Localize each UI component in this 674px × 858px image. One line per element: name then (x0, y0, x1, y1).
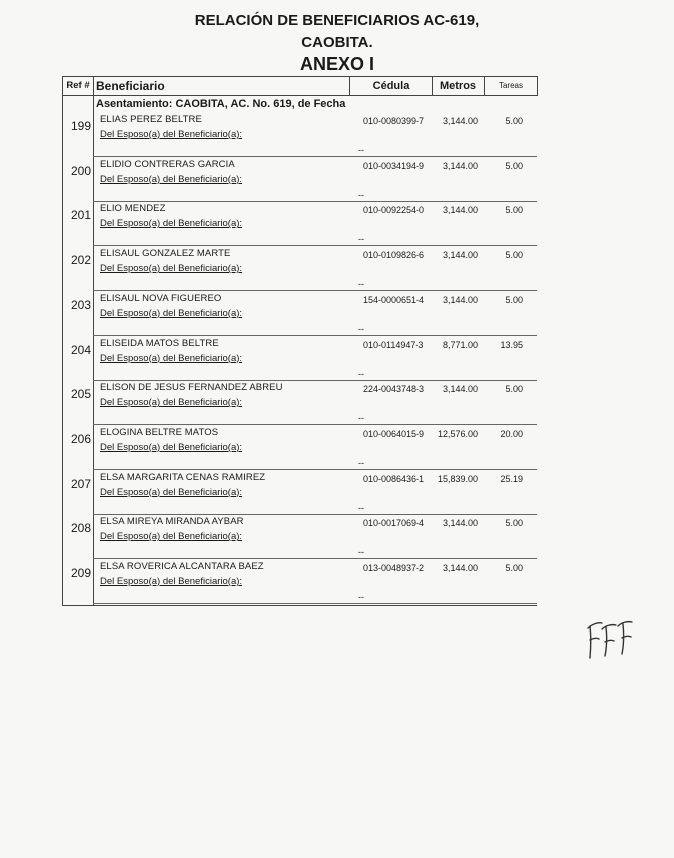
tareas-value: 25.19 (500, 473, 523, 484)
spouse-value: -- (358, 323, 364, 334)
tareas-value: 5.00 (505, 250, 523, 261)
row-ref-number: 204 (70, 342, 91, 357)
tareas-value: 5.00 (505, 205, 523, 216)
metros-value: 3,144.00 (442, 116, 478, 126)
spouse-value: -- (358, 457, 364, 468)
row-ref-number: 199 (70, 119, 91, 133)
beneficiary-name: ELISON DE JESUS FERNANDEZ ABREU (100, 382, 283, 394)
beneficiary-name: ELISAUL NOVA FIGUEREO (100, 292, 222, 304)
column-header-metros: Metros (432, 77, 485, 95)
beneficiaries-table (62, 76, 537, 606)
cedula-value: 010-0064015-9 (363, 428, 425, 439)
spouse-label: Del Esposo(a) del Beneficiario(a): (100, 576, 243, 587)
table-row (63, 381, 537, 425)
spouse-label: Del Esposo(a) del Beneficiario(a): (100, 531, 243, 543)
spouse-value: -- (358, 413, 364, 424)
spouse-value: -- (358, 502, 364, 513)
metros-value: 3,144.00 (442, 160, 478, 171)
spouse-value: -- (358, 592, 364, 602)
column-header-cedula: Cédula (349, 77, 433, 95)
beneficiary-name: ELSA ROVERICA ALCANTARA BAEZ (100, 561, 264, 572)
table-row (63, 247, 537, 291)
table-row (63, 426, 537, 470)
metros-value: 3,144.00 (442, 205, 478, 216)
metros-value: 8,771.00 (442, 339, 478, 350)
spouse-value: -- (358, 234, 364, 245)
beneficiary-name: ELIO MENDEZ (100, 203, 166, 215)
cedula-value: 010-0092254-0 (363, 205, 425, 216)
cedula-value: 010-0114947-3 (363, 339, 424, 350)
table-row (63, 560, 537, 604)
cedula-value: 010-0080399-7 (363, 116, 425, 126)
table-row (63, 202, 537, 246)
tareas-value: 5.00 (505, 518, 523, 529)
tareas-value: 5.00 (505, 563, 523, 573)
row-ref-number: 200 (70, 163, 91, 178)
spouse-label: Del Esposo(a) del Beneficiario(a): (100, 129, 243, 140)
settlement-group-label: Asentamiento: CAOBITA, AC. No. 619, de Fecha (96, 98, 346, 110)
beneficiary-name: ELOGINA BELTRE MATOS (100, 426, 219, 438)
annex-title: ANEXO I (299, 54, 374, 74)
table-header (63, 76, 538, 96)
cedula-value: 010-0017069-4 (363, 518, 425, 529)
cedula-value: 010-0109826-6 (363, 250, 425, 261)
table-row (63, 471, 537, 515)
cedula-value: 010-0034194-9 (363, 160, 425, 171)
column-header-ref: Ref # (63, 77, 94, 95)
table-row (63, 515, 537, 559)
spouse-value: -- (358, 145, 364, 155)
column-header-beneficiary: Beneficiario (96, 79, 165, 93)
metros-value: 15,839.00 (437, 473, 478, 484)
beneficiary-name: ELISAUL GONZALEZ MARTE (100, 248, 231, 260)
spouse-label: Del Esposo(a) del Beneficiario(a): (100, 173, 243, 185)
table-row (63, 292, 537, 336)
beneficiary-name: ELISEIDA MATOS BELTRE (100, 337, 219, 349)
row-ref-number: 205 (70, 387, 91, 402)
spouse-value: -- (358, 279, 364, 290)
tareas-value: 13.95 (500, 339, 523, 350)
cedula-value: 010-0086436-1 (363, 473, 425, 484)
spouse-label: Del Esposo(a) del Beneficiario(a): (100, 263, 243, 275)
beneficiary-name: ELSA MARGARITA CENAS RAMIREZ (100, 471, 266, 483)
metros-value: 3,144.00 (442, 294, 478, 305)
spouse-label: Del Esposo(a) del Beneficiario(a): (100, 218, 243, 230)
spouse-value: -- (358, 547, 364, 558)
row-separator (93, 603, 537, 604)
cedula-value: 154-0000651-4 (363, 294, 425, 305)
row-ref-number: 202 (70, 253, 91, 268)
metros-value: 3,144.00 (442, 518, 478, 529)
spouse-label: Del Esposo(a) del Beneficiario(a): (100, 352, 243, 364)
column-header-tareas: Tareas (498, 81, 523, 90)
table-row (63, 337, 537, 381)
spouse-value: -- (358, 189, 364, 200)
row-ref-number: 209 (70, 566, 91, 580)
spouse-label: Del Esposo(a) del Beneficiario(a): (100, 307, 243, 319)
row-ref-number: 201 (70, 208, 91, 223)
document-subtitle: CAOBITA. (301, 34, 373, 51)
beneficiary-name: ELIDIO CONTRERAS GARCIA (100, 158, 235, 170)
cedula-value: 224-0043748-3 (363, 384, 425, 395)
metros-value: 3,144.00 (442, 563, 478, 573)
tareas-value: 5.00 (505, 116, 523, 126)
tareas-value: 5.00 (505, 294, 523, 305)
spouse-value: -- (358, 368, 364, 379)
metros-value: 3,144.00 (442, 384, 478, 395)
signature-initials-icon (582, 612, 636, 666)
row-ref-number: 206 (70, 431, 91, 446)
beneficiary-name: ELIAS PEREZ BELTRE (100, 114, 202, 125)
metros-value: 12,576.00 (437, 428, 478, 439)
table-row (63, 158, 537, 202)
beneficiary-name: ELSA MIREYA MIRANDA AYBAR (100, 516, 244, 528)
tareas-value: 5.00 (505, 160, 523, 171)
row-ref-number: 203 (70, 297, 91, 312)
spouse-label: Del Esposo(a) del Beneficiario(a): (100, 397, 243, 409)
metros-value: 3,144.00 (442, 250, 478, 261)
row-ref-number: 207 (70, 476, 91, 491)
table-row (63, 113, 537, 157)
spouse-label: Del Esposo(a) del Beneficiario(a): (100, 441, 243, 453)
tareas-value: 20.00 (500, 428, 523, 439)
document-title: RELACIÓN DE BENEFICIARIOS AC-619, (194, 12, 480, 29)
cedula-value: 013-0048937-2 (363, 563, 425, 573)
spouse-label: Del Esposo(a) del Beneficiario(a): (100, 486, 243, 498)
row-ref-number: 208 (70, 521, 91, 536)
tareas-value: 5.00 (505, 384, 523, 395)
